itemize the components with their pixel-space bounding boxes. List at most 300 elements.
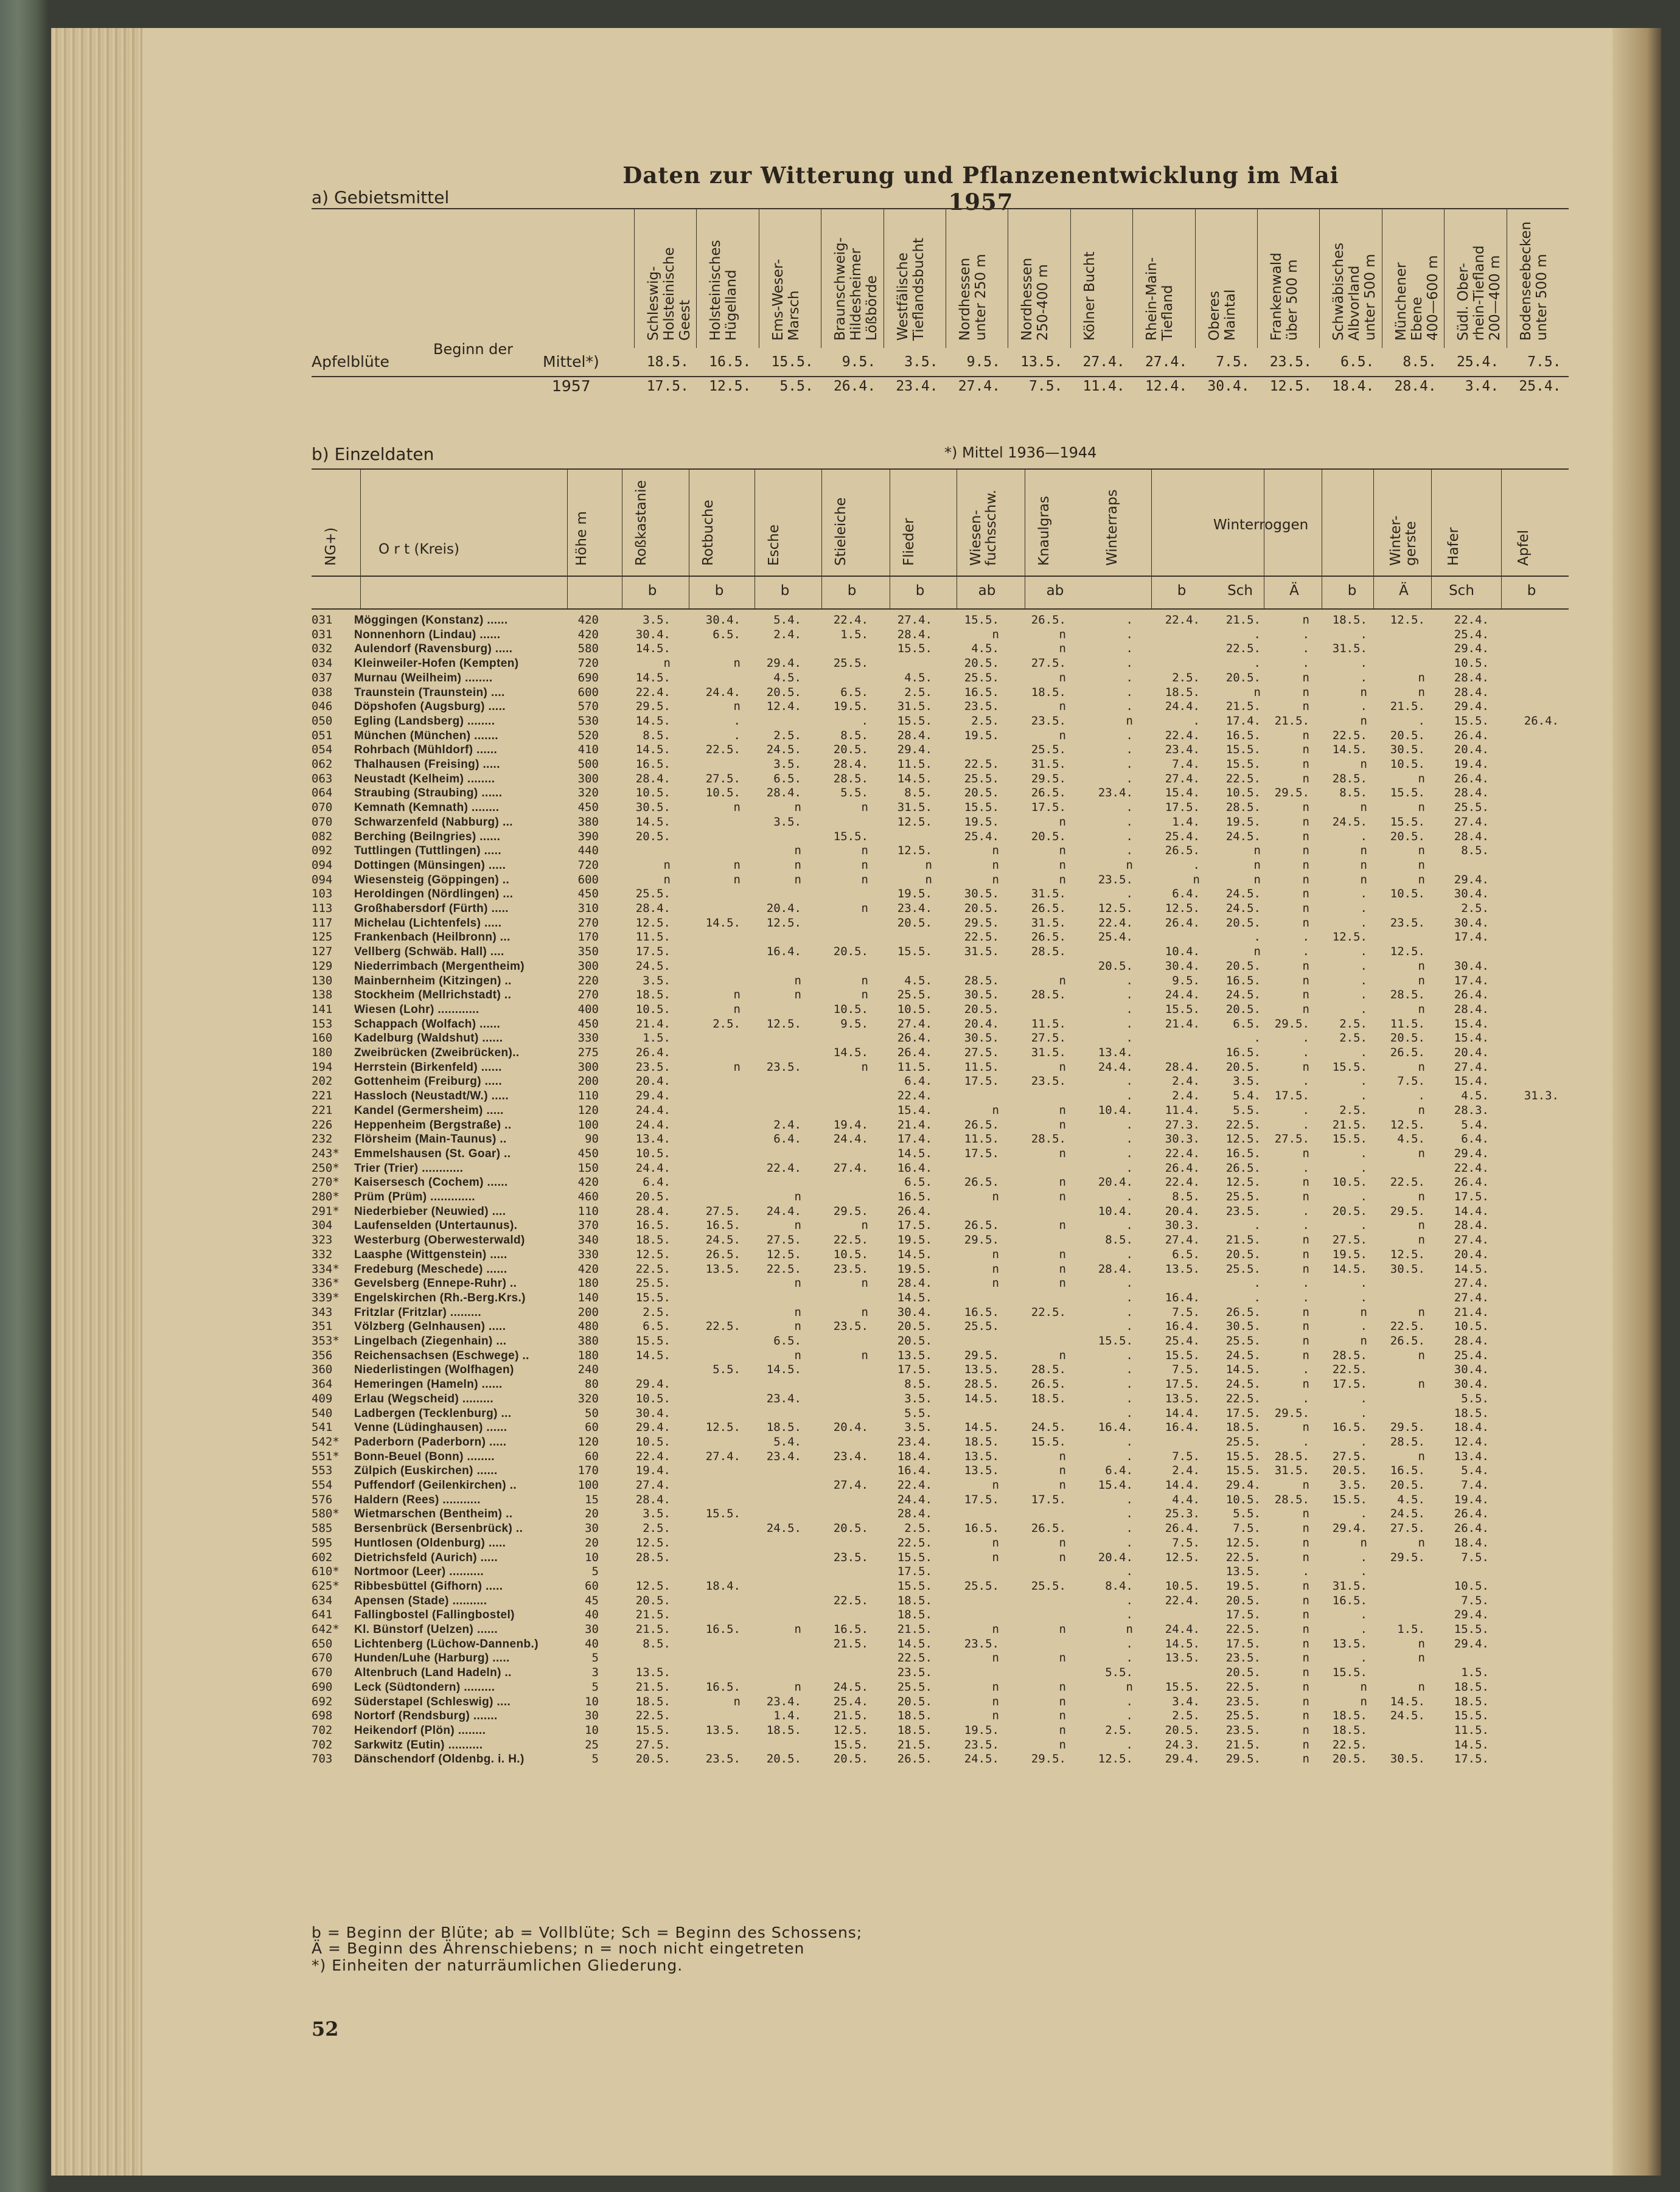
cell-value: . bbox=[1126, 1089, 1133, 1103]
cell-value: n bbox=[1360, 685, 1367, 699]
cell-value: 14.5. bbox=[897, 771, 932, 785]
cell-value: . bbox=[1360, 1074, 1367, 1088]
hoehe-value: 45 bbox=[585, 1593, 599, 1607]
cell-value: 20.4. bbox=[635, 1074, 671, 1088]
hoehe-value: 380 bbox=[577, 815, 599, 829]
ort-name: Tuttlingen (Tuttlingen) ..... bbox=[354, 844, 502, 858]
cell-value: n bbox=[1418, 1536, 1425, 1550]
table-row bbox=[312, 613, 1569, 628]
cell-value: 22.5. bbox=[897, 1651, 932, 1665]
ng-number: 334* bbox=[312, 1262, 340, 1276]
cell-value: 28.5. bbox=[635, 1550, 671, 1564]
cell-value: 20.5. bbox=[897, 1320, 932, 1334]
cell-value: n bbox=[1302, 1233, 1309, 1247]
hoehe-value: 720 bbox=[577, 656, 599, 670]
cell-value: 10.5. bbox=[1165, 1579, 1200, 1593]
cell-value: 18.5. bbox=[1454, 1680, 1489, 1694]
cell-value: 16.5. bbox=[1225, 728, 1261, 742]
cell-value: 16.5. bbox=[1225, 973, 1261, 987]
cell-value: n bbox=[794, 1276, 801, 1290]
ng-number: 032 bbox=[312, 642, 333, 656]
cell-value: n bbox=[992, 1478, 999, 1492]
cell-value: 16.4. bbox=[1165, 1290, 1200, 1304]
cell-value: 19.4. bbox=[1454, 757, 1489, 771]
cell-value: 3.5. bbox=[643, 1507, 671, 1521]
cell-value: 17.5. bbox=[1454, 1190, 1489, 1203]
cell-value: 11.5. bbox=[1454, 1723, 1489, 1737]
cell-value: 31.5. bbox=[1031, 887, 1066, 901]
cell-value: 20.4. bbox=[1454, 743, 1489, 757]
cell-value: . bbox=[1360, 916, 1367, 930]
cell-value: 16.5. bbox=[635, 757, 671, 771]
cell-value: n bbox=[1418, 1348, 1425, 1362]
footnote-1: b = Beginn der Blüte; ab = Vollblüte; Sch = Beginn des Schossens; bbox=[312, 1924, 863, 1941]
cell-value: 28.5. bbox=[833, 771, 868, 785]
ort-name: Bonn-Beuel (Bonn) ........ bbox=[354, 1450, 495, 1463]
cell-value: n bbox=[861, 902, 868, 915]
cell-value: n bbox=[1059, 700, 1066, 714]
hoehe-value: 5 bbox=[591, 1565, 599, 1579]
cell-value: 10.5. bbox=[705, 786, 741, 800]
ng-number: 336* bbox=[312, 1276, 340, 1290]
cell-value: 29.5. bbox=[1031, 1752, 1066, 1766]
cell-value: 16.5. bbox=[1332, 1593, 1367, 1607]
cell-value: 15.5. bbox=[635, 1334, 671, 1348]
cell-value: . bbox=[1193, 714, 1200, 728]
cell-value: 31.5. bbox=[1274, 1464, 1309, 1478]
cell-value: 18.5. bbox=[1454, 1694, 1489, 1708]
table-row bbox=[312, 1205, 1569, 1219]
cell-value: 10.5. bbox=[1390, 757, 1425, 771]
cell-value: n bbox=[992, 1190, 999, 1203]
cell-value: 24.4. bbox=[635, 1118, 671, 1132]
cell-value: . bbox=[733, 714, 741, 728]
cell-value: . bbox=[1360, 1608, 1367, 1622]
cell-value: 3.5. bbox=[773, 815, 801, 829]
rule bbox=[312, 376, 1569, 377]
table-row bbox=[312, 1680, 1569, 1695]
cell-value: 20.4. bbox=[1165, 1204, 1200, 1218]
cell-value: . bbox=[1126, 1290, 1133, 1304]
hoehe-value: 3 bbox=[591, 1666, 599, 1680]
cell-value: 26.4. bbox=[1454, 1522, 1489, 1536]
cell-value: 13.4. bbox=[1454, 1449, 1489, 1463]
cell-value: 25.3. bbox=[1165, 1507, 1200, 1521]
cell-value: 2.4. bbox=[1172, 1464, 1200, 1478]
cell-value: n bbox=[1360, 844, 1367, 858]
cell-value: . bbox=[1302, 930, 1309, 944]
ort-name: Möggingen (Konstanz) ...... bbox=[354, 614, 508, 627]
cell-value: 6.5. bbox=[904, 1175, 932, 1189]
table-row bbox=[312, 916, 1569, 931]
cell-value: 13.5. bbox=[1332, 1637, 1367, 1651]
cell-value: 22.5. bbox=[1332, 1738, 1367, 1752]
cell-value: 20.5. bbox=[1225, 1666, 1261, 1680]
cell-value: 27.5. bbox=[1332, 1233, 1367, 1247]
cell-value: 2.5. bbox=[1461, 902, 1489, 915]
cell-value: 15.5. bbox=[897, 714, 932, 728]
cell-value: 20.5. bbox=[1225, 670, 1261, 684]
cell-value: 22.5. bbox=[635, 1262, 671, 1276]
cell-value: 23.5. bbox=[705, 1752, 741, 1766]
table-row bbox=[312, 801, 1569, 815]
cell-value: 22.5. bbox=[1332, 1363, 1367, 1377]
cell-value: 6.5. bbox=[1233, 1017, 1261, 1031]
cell-value: 28.4. bbox=[897, 728, 932, 742]
ort-name: Wiesen (Lohr) ............ bbox=[354, 1003, 479, 1016]
region-column-3 bbox=[759, 208, 821, 348]
cell-value: 17.4. bbox=[1454, 973, 1489, 987]
cell-value: 15.5. bbox=[897, 945, 932, 959]
apfelbluete-label: Apfelblüte bbox=[312, 353, 389, 371]
cell-value: 14.5. bbox=[897, 1637, 932, 1651]
region-column-2 bbox=[696, 208, 759, 348]
cell-value: 23.5. bbox=[1225, 1694, 1261, 1708]
cell-value: . bbox=[1302, 1103, 1309, 1117]
cell-value: 1.5. bbox=[840, 627, 868, 641]
cell-value: 25.4. bbox=[833, 1694, 868, 1708]
cell-value: 7.5. bbox=[1461, 1550, 1489, 1564]
ort-name: Dänschendorf (Oldenbg. i. H.) bbox=[354, 1753, 525, 1766]
species-header: Stieleiche bbox=[833, 497, 849, 566]
cell-value: n bbox=[992, 1262, 999, 1276]
hoehe-value: 5 bbox=[591, 1752, 599, 1766]
species-header: Rotbuche bbox=[700, 499, 716, 566]
cell-value: 21.5. bbox=[1274, 714, 1309, 728]
cell-value: 29.5. bbox=[1225, 1752, 1261, 1766]
cell-value: 22.5. bbox=[1225, 1623, 1261, 1636]
mean-value: 11.4. bbox=[1082, 378, 1125, 394]
cell-value: 16.5. bbox=[1390, 1464, 1425, 1478]
cell-value: 15.5. bbox=[897, 1579, 932, 1593]
cell-value: . bbox=[1360, 1651, 1367, 1665]
hoehe-value: 20 bbox=[585, 1507, 599, 1521]
page-number: 52 bbox=[312, 2017, 339, 2041]
cell-value: 28.4. bbox=[897, 1276, 932, 1290]
cell-value: 16.5. bbox=[635, 1219, 671, 1233]
cell-value: n bbox=[1302, 757, 1309, 771]
cell-value: 18.5. bbox=[1332, 613, 1367, 627]
cell-value: 15.5. bbox=[833, 1738, 868, 1752]
cell-value: 24.4. bbox=[766, 1204, 801, 1218]
cell-value: 20.5. bbox=[833, 945, 868, 959]
cell-value: . bbox=[1126, 642, 1133, 656]
cell-value: 16.5. bbox=[964, 1305, 999, 1319]
cell-value: 22.5. bbox=[635, 1709, 671, 1723]
cell-value: . bbox=[1360, 1046, 1367, 1059]
hoehe-value: 570 bbox=[577, 700, 599, 714]
cell-value: n bbox=[794, 1305, 801, 1319]
cell-value: 8.5. bbox=[840, 728, 868, 742]
cell-value: n bbox=[992, 1550, 999, 1564]
cell-value: 2.5. bbox=[1172, 1709, 1200, 1723]
ort-name: Altenbruch (Land Hadeln) .. bbox=[354, 1666, 512, 1680]
cell-value: 14.5. bbox=[897, 1247, 932, 1261]
cell-value: 8.5. bbox=[904, 1377, 932, 1391]
hoehe-value: 320 bbox=[577, 786, 599, 800]
cell-value: n bbox=[1059, 1709, 1066, 1723]
table-row bbox=[312, 858, 1569, 873]
cell-value: 20.4. bbox=[964, 1017, 999, 1031]
cell-value: 16.5. bbox=[833, 1623, 868, 1636]
cell-value: 30.4. bbox=[635, 627, 671, 641]
cell-value: 10.5. bbox=[1454, 656, 1489, 670]
cell-value: n bbox=[1193, 872, 1200, 886]
cell-value: 26.5. bbox=[1390, 1334, 1425, 1348]
cell-value: 18.5. bbox=[897, 1593, 932, 1607]
cell-value: 12.5. bbox=[766, 916, 801, 930]
table-row bbox=[312, 1046, 1569, 1060]
cell-value: 25.5. bbox=[964, 1579, 999, 1593]
cell-value: 2.5. bbox=[643, 1522, 671, 1536]
cell-value: 16.5. bbox=[1225, 1046, 1261, 1059]
cell-value: 26.4. bbox=[1454, 771, 1489, 785]
cell-value: 20.4. bbox=[1454, 1046, 1489, 1059]
ort-name: Haldern (Rees) ........... bbox=[354, 1493, 481, 1506]
cell-value: n bbox=[1418, 771, 1425, 785]
cell-value: . bbox=[1360, 627, 1367, 641]
cell-value: . bbox=[1360, 959, 1367, 973]
cell-value: 26.5. bbox=[1225, 1305, 1261, 1319]
hoehe-value: 450 bbox=[577, 887, 599, 901]
table-row bbox=[312, 1464, 1569, 1478]
cell-value: 11.5. bbox=[897, 1060, 932, 1074]
cell-value: 15.5. bbox=[1454, 1709, 1489, 1723]
region-name: Nordhessen 250-400 m bbox=[1019, 257, 1051, 341]
cell-value: 16.5. bbox=[705, 1219, 741, 1233]
cell-value: 29.4. bbox=[1454, 872, 1489, 886]
cell-value: 20.5. bbox=[897, 1334, 932, 1348]
cell-value: 24.5. bbox=[766, 743, 801, 757]
cell-value: 7.5. bbox=[1397, 1074, 1425, 1088]
hoehe-value: 690 bbox=[577, 670, 599, 684]
cell-value: 5.5. bbox=[1105, 1666, 1133, 1680]
hoehe-value: 120 bbox=[577, 1435, 599, 1449]
cell-value: 27.4. bbox=[897, 1017, 932, 1031]
cell-value: 12.5. bbox=[1225, 1536, 1261, 1550]
cell-value: 22.5. bbox=[1390, 1175, 1425, 1189]
ort-name: Aulendorf (Ravensburg) ..... bbox=[354, 642, 513, 656]
ng-number: 670 bbox=[312, 1651, 333, 1665]
cell-value: . bbox=[1360, 1161, 1367, 1175]
table-row bbox=[312, 1147, 1569, 1161]
cell-value: 29.5. bbox=[1390, 1204, 1425, 1218]
cell-value: 15.4. bbox=[897, 1103, 932, 1117]
cell-value: 22.4. bbox=[897, 1089, 932, 1103]
cell-value: 13.4. bbox=[1098, 1046, 1133, 1059]
cell-value: n bbox=[1360, 872, 1367, 886]
cell-value: 24.5. bbox=[833, 1680, 868, 1694]
cell-value: n bbox=[1302, 613, 1309, 627]
table-row bbox=[312, 1248, 1569, 1262]
cell-value: 19.5. bbox=[1332, 1247, 1367, 1261]
cell-value: 15.5. bbox=[1390, 786, 1425, 800]
cell-value: n bbox=[861, 801, 868, 815]
cell-value: 27.4. bbox=[635, 1478, 671, 1492]
cell-value: 17.4. bbox=[1454, 930, 1489, 944]
column-divider bbox=[360, 468, 361, 608]
region-column-14 bbox=[1444, 208, 1507, 348]
hoehe-value: 50 bbox=[585, 1406, 599, 1420]
cell-value: 24.5. bbox=[1390, 1507, 1425, 1521]
hoehe-value: 440 bbox=[577, 844, 599, 858]
mean-value: 12.5. bbox=[1269, 378, 1312, 394]
cell-value: 22.4. bbox=[1454, 1161, 1489, 1175]
cell-value: 26.5. bbox=[1031, 613, 1066, 627]
ort-name: Prüm (Prüm) ............. bbox=[354, 1191, 475, 1203]
cell-value: . bbox=[1126, 1593, 1133, 1607]
cell-value: 18.5. bbox=[897, 1608, 932, 1622]
cell-value: n bbox=[1302, 1478, 1309, 1492]
cell-value: 21.5. bbox=[1225, 613, 1261, 627]
cell-value: 29.5. bbox=[964, 1348, 999, 1362]
cell-value: 12.5. bbox=[766, 1247, 801, 1261]
hoehe-value: 450 bbox=[577, 1017, 599, 1031]
cell-value: n bbox=[1360, 757, 1367, 771]
hoehe-value: 300 bbox=[577, 959, 599, 973]
hoehe-value: 30 bbox=[585, 1709, 599, 1723]
ort-name: Frankenbach (Heilbronn) ... bbox=[354, 931, 511, 944]
cell-value: . bbox=[1302, 1118, 1309, 1132]
cell-value: n bbox=[1360, 1536, 1367, 1550]
mean-value: 3.4. bbox=[1465, 378, 1499, 394]
hoehe-value: 400 bbox=[577, 1002, 599, 1016]
hoehe-value: 110 bbox=[577, 1089, 599, 1103]
cell-value: 25.4. bbox=[1454, 1348, 1489, 1362]
cell-value: . bbox=[1126, 1320, 1133, 1334]
cell-value: 8.5. bbox=[643, 728, 671, 742]
cell-value: 18.5. bbox=[1225, 1421, 1261, 1435]
ng-number: 409 bbox=[312, 1391, 333, 1405]
table-row bbox=[312, 1695, 1569, 1710]
cell-value: n bbox=[794, 1348, 801, 1362]
ng-number: 037 bbox=[312, 670, 333, 684]
cell-value: 22.5. bbox=[1332, 728, 1367, 742]
cell-value: 7.4. bbox=[1172, 757, 1200, 771]
hoehe-value: 410 bbox=[577, 743, 599, 757]
ng-number: 580* bbox=[312, 1507, 340, 1521]
cell-value: n bbox=[733, 1694, 741, 1708]
cell-value: 24.5. bbox=[1031, 1421, 1066, 1435]
cell-value: 15.5. bbox=[1332, 1492, 1367, 1506]
cell-value: n bbox=[1059, 1262, 1066, 1276]
cell-value: n bbox=[1059, 728, 1066, 742]
cell-value: n bbox=[1418, 1680, 1425, 1694]
table-row bbox=[312, 1608, 1569, 1623]
ort-name: Apensen (Stade) .......... bbox=[354, 1594, 487, 1607]
cell-value: 23.4. bbox=[766, 1694, 801, 1708]
cell-value: 27.5. bbox=[766, 1233, 801, 1247]
ng-number: 202 bbox=[312, 1074, 333, 1088]
region-column-7 bbox=[1008, 208, 1070, 348]
cell-value: 6.5. bbox=[840, 685, 868, 699]
cell-value: 24.5. bbox=[635, 959, 671, 973]
cell-value: n bbox=[1302, 1507, 1309, 1521]
cell-value: n bbox=[1418, 858, 1425, 872]
cell-value: n bbox=[1059, 1550, 1066, 1564]
cell-value: 2.4. bbox=[773, 627, 801, 641]
cell-value: 27.4. bbox=[1454, 815, 1489, 829]
page-title: Daten zur Witterung und Pflanzenentwicklung im Mai 1957 bbox=[622, 162, 1339, 215]
table-row bbox=[312, 1349, 1569, 1363]
cell-value: 20.5. bbox=[1390, 829, 1425, 843]
cell-value: n bbox=[1302, 1593, 1309, 1607]
cell-value: . bbox=[1360, 1623, 1367, 1636]
cell-value: n bbox=[1302, 844, 1309, 858]
cell-value: n bbox=[1418, 1637, 1425, 1651]
cell-value: n bbox=[1059, 1219, 1066, 1233]
cell-value: n bbox=[1360, 1694, 1367, 1708]
cell-value: 21.4. bbox=[897, 1118, 932, 1132]
cell-value: 25.5. bbox=[897, 988, 932, 1002]
cell-value: 10.5. bbox=[1390, 887, 1425, 901]
hoehe-value: 120 bbox=[577, 1103, 599, 1117]
cell-value: 19.5. bbox=[897, 1262, 932, 1276]
cell-value: 19.5. bbox=[964, 728, 999, 742]
cell-value: n bbox=[1126, 1623, 1133, 1636]
sub-header: b bbox=[1177, 583, 1187, 599]
sub-header: b bbox=[1347, 583, 1357, 599]
ng-number: 332 bbox=[312, 1247, 333, 1261]
cell-value: 15.4. bbox=[1098, 1478, 1133, 1492]
ort-name: Fredeburg (Meschede) ...... bbox=[354, 1262, 507, 1276]
cell-value: 28.4. bbox=[635, 771, 671, 785]
cell-value: 15.5. bbox=[964, 801, 999, 815]
cell-value: 20.5. bbox=[1225, 916, 1261, 930]
cell-value: n bbox=[794, 1623, 801, 1636]
ng-number: 360 bbox=[312, 1363, 333, 1377]
cell-value: 13.5. bbox=[1225, 1565, 1261, 1579]
cell-value: n bbox=[1302, 743, 1309, 757]
cell-value: 29.4. bbox=[1454, 642, 1489, 656]
cell-value: 26.4. bbox=[1454, 1175, 1489, 1189]
cell-value: 21.4. bbox=[1165, 1017, 1200, 1031]
cell-value: n bbox=[1059, 1175, 1066, 1189]
table-row bbox=[312, 945, 1569, 959]
cell-value: 6.4. bbox=[773, 1132, 801, 1146]
ng-number: 541 bbox=[312, 1421, 333, 1435]
table-row bbox=[312, 815, 1569, 830]
hoehe-value: 370 bbox=[577, 1219, 599, 1233]
section-b-label: b) Einzeldaten bbox=[312, 444, 434, 464]
cell-value: 21.5. bbox=[1332, 1118, 1367, 1132]
mean-value: 7.5. bbox=[1527, 354, 1561, 370]
cell-value: 24.4. bbox=[635, 1161, 671, 1175]
table-row bbox=[312, 1752, 1569, 1767]
table-row bbox=[312, 1377, 1569, 1392]
cell-value: 26.5. bbox=[1225, 1161, 1261, 1175]
ort-name: Neustadt (Kelheim) ........ bbox=[354, 772, 495, 785]
cell-value: n bbox=[861, 1060, 868, 1074]
cell-value: n bbox=[1302, 1146, 1309, 1160]
cell-value: 15.5. bbox=[1454, 1623, 1489, 1636]
cell-value: . bbox=[1360, 1089, 1367, 1103]
cell-value: 10.5. bbox=[635, 1391, 671, 1405]
hoehe-value: 480 bbox=[577, 1320, 599, 1334]
table-row bbox=[312, 974, 1569, 989]
cell-value: n bbox=[861, 988, 868, 1002]
cell-value: 15.5. bbox=[1225, 1464, 1261, 1478]
cell-value: n bbox=[1418, 1002, 1425, 1016]
mean-value: 23.4. bbox=[896, 378, 938, 394]
cell-value: 19.5. bbox=[964, 815, 999, 829]
cell-value: n bbox=[1059, 1623, 1066, 1636]
cell-value: n bbox=[861, 1348, 868, 1362]
cell-value: 7.5. bbox=[1233, 1522, 1261, 1536]
cell-value: n bbox=[1360, 858, 1367, 872]
cell-value: 4.5. bbox=[1397, 1492, 1425, 1506]
cell-value: 11.5. bbox=[1390, 1017, 1425, 1031]
